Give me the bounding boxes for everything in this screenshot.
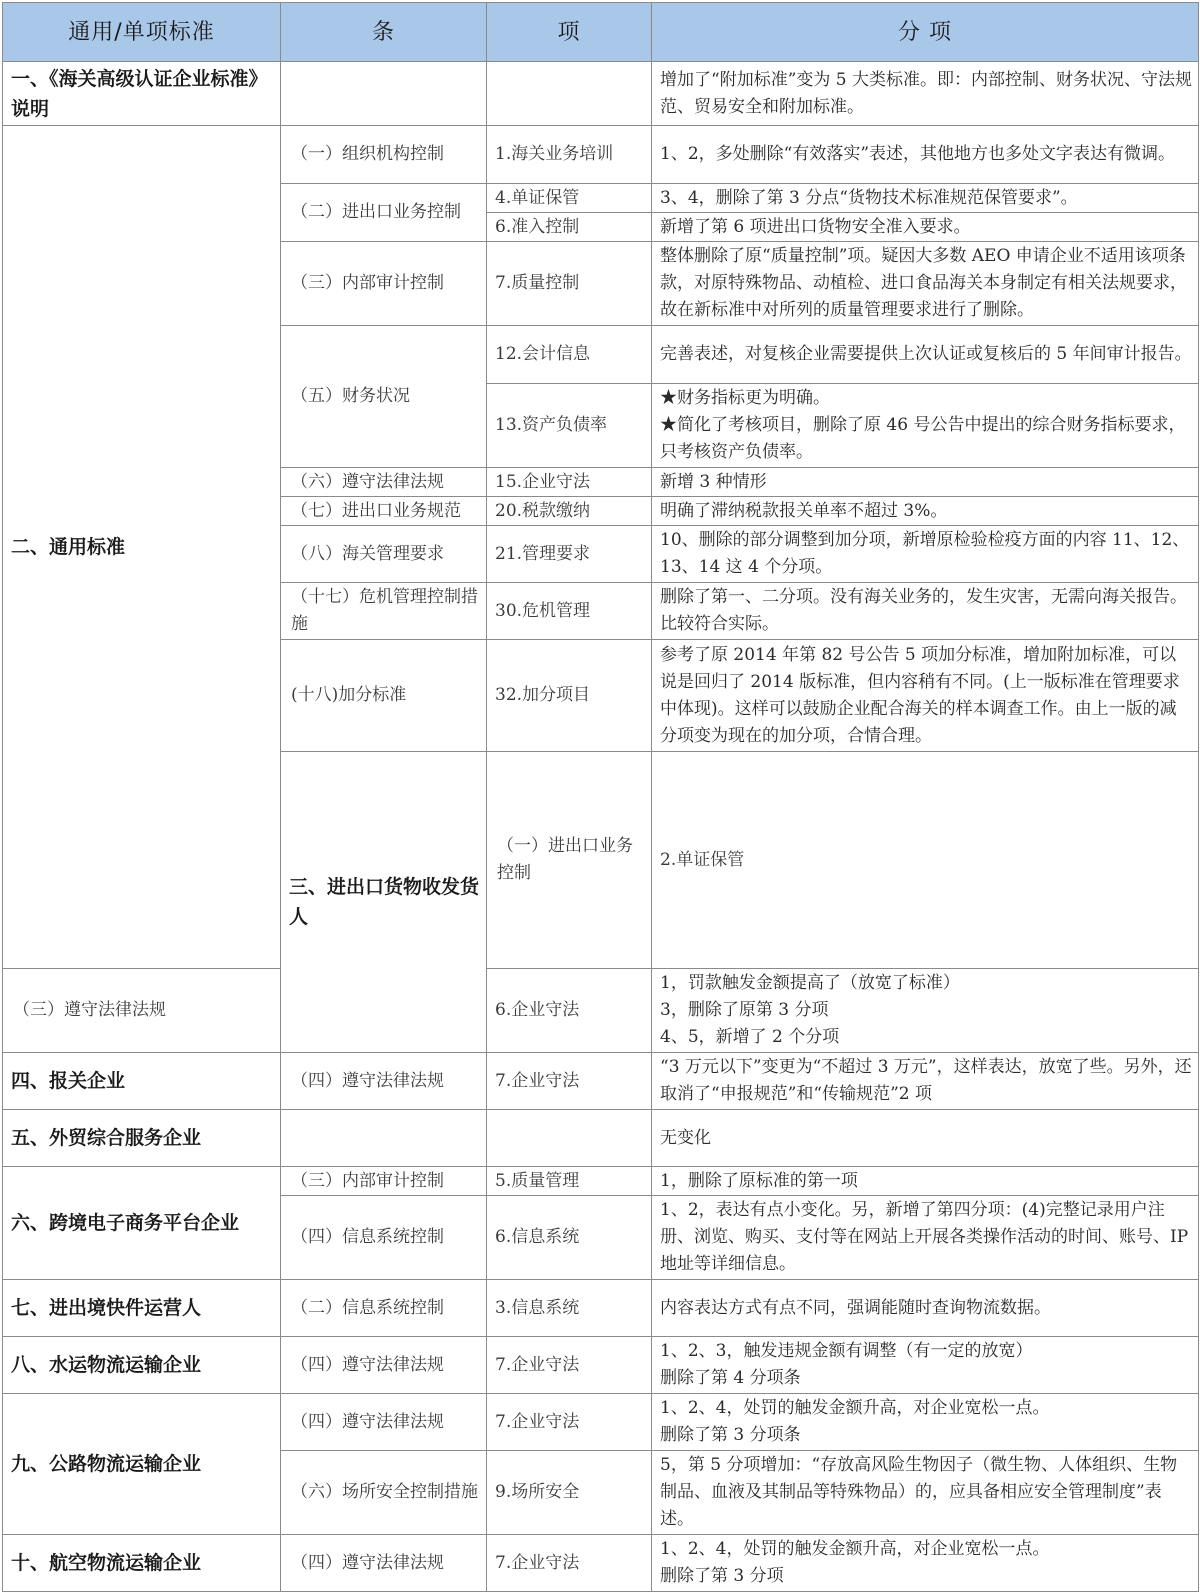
subitem-text: “3 万元以下”变更为“不超过 3 万元”，这样表达，放宽了些。另外，还取消了“申报规范”和“传输规范”2 项 — [660, 1057, 1192, 1104]
subitem-cell — [652, 213, 1199, 242]
category-cell: 十、航空物流运输企业 — [3, 1535, 281, 1592]
table-row — [3, 1167, 1199, 1196]
article-cell: （七）进出口业务规范 — [281, 497, 487, 526]
subitem-cell — [652, 583, 1199, 640]
item-cell: 21.管理要求 — [487, 526, 652, 583]
item-cell: 7.企业守法 — [487, 1394, 652, 1451]
subitem-text: 1，罚款触发金额提高了（放宽了标准） — [660, 973, 960, 993]
subitem-cell — [652, 526, 1199, 583]
table-row — [3, 1394, 1199, 1451]
subitem-text: 1、2、3，触发违规金额有调整（有一定的放宽） — [660, 1341, 1033, 1361]
subitem-text: 1，删除了原标准的第一项 — [660, 1170, 858, 1191]
category-cell: 五、外贸综合服务企业 — [3, 1110, 281, 1167]
table-header-row — [3, 3, 1199, 62]
article-cell: （八）海关管理要求 — [281, 526, 487, 583]
subitem-text: 完善表述，对复核企业需要提供上次认证或复核后的 5 年间审计报告。 — [660, 344, 1192, 364]
item-cell: 32.加分项目 — [487, 640, 652, 752]
article-cell: （二）进出口业务控制 — [281, 184, 487, 242]
subitem-cell — [652, 1110, 1199, 1167]
comparison-table-wrapper — [2, 2, 1198, 1592]
subitem-text: 5，第 5 分项增加：“存放高风险生物因子（微生物、人体组织、生物制品、血液及其制品等特殊物品）的，应具备相应安全管理制度”表述。 — [660, 1455, 1178, 1529]
article-cell: （二）信息系统控制 — [281, 1280, 487, 1337]
item-cell: 7.企业守法 — [487, 1337, 652, 1394]
item-cell: 4.单证保管 — [487, 184, 652, 213]
subitem-cell — [652, 242, 1199, 326]
category-cell: 一、《海关高级认证企业标准》说明 — [3, 62, 281, 126]
article-cell: （四）信息系统控制 — [281, 1196, 487, 1280]
standards-comparison-table — [2, 2, 1199, 1592]
subitem-text: ★财务指标更为明确。 — [660, 388, 830, 408]
subitem-text: 10、删除的部分调整到加分项，新增原检验检疫方面的内容 11、12、13、14 这 4 个分项。 — [660, 530, 1190, 577]
table-row — [3, 969, 1199, 1053]
item-cell — [487, 1110, 652, 1167]
header-item: 项 — [487, 3, 652, 62]
item-cell: 13.资产负债率 — [487, 384, 652, 468]
table-row — [3, 126, 1199, 184]
article-cell — [281, 1110, 487, 1167]
article-cell: （四）遵守法律法规 — [281, 1337, 487, 1394]
item-cell: 3.信息系统 — [487, 1280, 652, 1337]
item-cell: 7.质量控制 — [487, 242, 652, 326]
item-cell — [487, 62, 652, 126]
item-cell: 2.单证保管 — [652, 752, 1199, 969]
article-cell: （三）内部审计控制 — [281, 242, 487, 326]
subitem-cell — [652, 497, 1199, 526]
category-cell: 九、公路物流运输企业 — [3, 1394, 281, 1535]
table-row — [3, 1337, 1199, 1394]
table-row — [3, 1535, 1199, 1592]
category-cell: 六、跨境电子商务平台企业 — [3, 1167, 281, 1280]
subitem-text: 3、4，删除了第 3 分点“货物技术标准规范保管要求”。 — [660, 187, 1078, 208]
subitem-text: 删除了第一、二分项。没有海关业务的，发生灾害，无需向海关报告。比较符合实际。 — [660, 587, 1187, 634]
subitem-cell — [652, 184, 1199, 213]
subitem-text: 1、2、4，处罚的触发金额升高，对企业宽松一点。 — [660, 1398, 1050, 1418]
item-cell: 12.会计信息 — [487, 326, 652, 384]
article-cell: （六）场所安全控制措施 — [281, 1451, 487, 1535]
subitem-text: 1、2，表达有点小变化。另，新增了第四分项：(4)完整记录用户注册、浏览、购买、支付等在网站上开展各类操作活动的时间、账号、IP 地址等详细信息。 — [660, 1200, 1189, 1274]
table-row — [3, 1280, 1199, 1337]
item-cell: 5.质量管理 — [487, 1167, 652, 1196]
item-cell: 6.准入控制 — [487, 213, 652, 242]
item-cell: 1.海关业务培训 — [487, 126, 652, 184]
subitem-cell — [652, 1535, 1199, 1592]
subitem-cell — [652, 1053, 1199, 1110]
item-cell: 9.场所安全 — [487, 1451, 652, 1535]
subitem-text: 3，删除了原第 3 分项 — [660, 1000, 829, 1020]
item-cell: 7.企业守法 — [487, 1053, 652, 1110]
item-cell: 6.企业守法 — [487, 969, 652, 1053]
article-cell: （六）遵守法律法规 — [281, 468, 487, 497]
subitem-cell — [652, 384, 1199, 468]
subitem-cell — [652, 1280, 1199, 1337]
subitem-cell — [652, 62, 1199, 126]
subitem-text: 新增了第 6 项进出口货物安全准入要求。 — [660, 216, 971, 237]
item-cell: 30.危机管理 — [487, 583, 652, 640]
item-cell: 15.企业守法 — [487, 468, 652, 497]
subitem-cell — [652, 1196, 1199, 1280]
subitem-cell — [652, 1337, 1199, 1394]
item-cell: 6.信息系统 — [487, 1196, 652, 1280]
subitem-cell — [652, 468, 1199, 497]
category-cell: 七、进出境快件运营人 — [3, 1280, 281, 1337]
article-cell: （三）内部审计控制 — [281, 1167, 487, 1196]
article-cell: （四）遵守法律法规 — [281, 1535, 487, 1592]
header-article: 条 — [281, 3, 487, 62]
category-cell: 二、通用标准 — [3, 126, 281, 969]
subitem-text: 1、2、4，处罚的触发金额升高，对企业宽松一点。 — [660, 1539, 1050, 1559]
article-cell: （三）遵守法律法规 — [3, 969, 281, 1053]
subitem-text: 新增 3 种情形 — [660, 471, 767, 492]
article-cell: （一）组织机构控制 — [281, 126, 487, 184]
item-cell: 7.企业守法 — [487, 1535, 652, 1592]
article-cell: （十七）危机管理控制措施 — [281, 583, 487, 640]
category-cell: 四、报关企业 — [3, 1053, 281, 1110]
article-cell — [281, 62, 487, 126]
subitem-text: 增加了“附加标准”变为 5 大类标准。即：内部控制、财务状况、守法规范、贸易安全和附加标准。 — [660, 69, 1193, 117]
subitem-cell — [652, 1451, 1199, 1535]
category-cell: 三、进出口货物收发货人 — [281, 752, 487, 1053]
subitem-text: 无变化 — [660, 1127, 711, 1148]
header-standard: 通用/单项标准 — [3, 3, 281, 62]
subitem-text: 4、5，新增了 2 个分项 — [660, 1027, 840, 1047]
article-cell: （五）财务状况 — [281, 326, 487, 468]
subitem-cell — [652, 326, 1199, 384]
subitem-text: ★简化了考核项目，删除了原 46 号公告中提出的综合财务指标要求，只考核资产负债率。 — [660, 415, 1186, 462]
article-cell: （四）遵守法律法规 — [281, 1053, 487, 1110]
subitem-text: 整体删除了原“质量控制”项。疑因大多数 AEO 申请企业不适用该项条款，对原特殊物品、动植检、进口食品海关本身制定有相关法规要求，故在新标准中对所列的质量管理要求进行了删除。 — [660, 246, 1187, 320]
table-row — [3, 62, 1199, 126]
subitem-cell — [652, 969, 1199, 1053]
article-cell: （一）进出口业务控制 — [487, 752, 652, 969]
subitem-text: 删除了第 3 分项 — [660, 1566, 784, 1586]
article-cell: （四）遵守法律法规 — [281, 1394, 487, 1451]
table-row — [3, 1053, 1199, 1110]
header-subitem: 分 项 — [652, 3, 1199, 62]
item-cell: 20.税款缴纳 — [487, 497, 652, 526]
category-cell: 八、水运物流运输企业 — [3, 1337, 281, 1394]
subitem-cell — [652, 640, 1199, 752]
subitem-cell — [652, 1167, 1199, 1196]
subitem-text: 删除了第 3 分项条 — [660, 1425, 801, 1445]
subitem-text: 明确了滞纳税款报关单率不超过 3%。 — [660, 500, 948, 521]
subitem-text: 内容表达方式有点不同，强调能随时查询物流数据。 — [660, 1297, 1051, 1318]
subitem-cell — [652, 1394, 1199, 1451]
subitem-text: 1、2，多处删除“有效落实”表述，其他地方也多处文字表达有微调。 — [660, 144, 1176, 164]
subitem-cell — [652, 126, 1199, 184]
table-row — [3, 1110, 1199, 1167]
article-cell: (十八)加分标准 — [281, 640, 487, 752]
subitem-text: 删除了第 4 分项条 — [660, 1368, 801, 1388]
subitem-text: 参考了原 2014 年第 82 号公告 5 项加分标准，增加附加标准，可以说是回归了 2014 版标准，但内容稍有不同。(上一版标准在管理要求中体现)。这样可以鼓励企业配合海关的样本调查工作。由上一版的减分项变为现在的加分项，合情合理。 — [660, 644, 1180, 746]
